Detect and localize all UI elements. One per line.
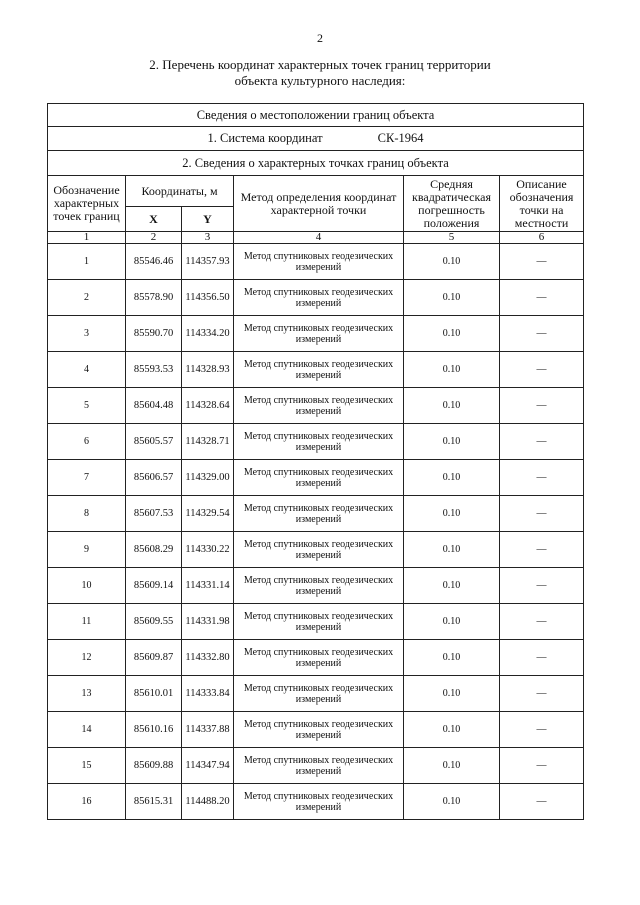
point-method: Метод спутниковых геодезических измерений: [234, 352, 404, 388]
point-number: 10: [48, 568, 126, 604]
page-number: 2: [317, 31, 323, 45]
point-x: 85605.57: [126, 424, 182, 460]
point-error: 0.10: [404, 496, 500, 532]
point-error: 0.10: [404, 712, 500, 748]
point-number: 6: [48, 424, 126, 460]
point-error: 0.10: [404, 676, 500, 712]
coordinates-table: [47, 103, 584, 820]
point-number: 14: [48, 712, 126, 748]
point-error: 0.10: [404, 604, 500, 640]
table-row: [48, 640, 584, 676]
point-description: —: [500, 352, 584, 388]
point-y: 114330.22: [182, 532, 234, 568]
point-description: —: [500, 640, 584, 676]
point-number: 11: [48, 604, 126, 640]
table-row: [48, 388, 584, 424]
point-method: Метод спутниковых геодезических измерений: [234, 748, 404, 784]
col-description-header: Описание обозначения точки на местности: [500, 176, 584, 232]
point-number: 12: [48, 640, 126, 676]
point-y: 114356.50: [182, 280, 234, 316]
point-number: 1: [48, 244, 126, 280]
point-description: —: [500, 424, 584, 460]
point-error: 0.10: [404, 388, 500, 424]
table-row: [48, 748, 584, 784]
point-x: 85578.90: [126, 280, 182, 316]
point-y: 114337.88: [182, 712, 234, 748]
point-method: Метод спутниковых геодезических измерений: [234, 316, 404, 352]
point-method: Метод спутниковых геодезических измерений: [234, 604, 404, 640]
point-y: 114331.98: [182, 604, 234, 640]
table-row: [48, 604, 584, 640]
point-description: —: [500, 712, 584, 748]
point-number: 3: [48, 316, 126, 352]
point-x: 85610.16: [126, 712, 182, 748]
point-y: 114329.54: [182, 496, 234, 532]
col-coords-header: Координаты, м: [126, 176, 234, 207]
point-x: 85606.57: [126, 460, 182, 496]
point-x: 85609.88: [126, 748, 182, 784]
point-method: Метод спутниковых геодезических измерений: [234, 712, 404, 748]
point-x: 85615.31: [126, 784, 182, 820]
col-number: 2: [126, 232, 182, 244]
point-error: 0.10: [404, 244, 500, 280]
point-description: —: [500, 496, 584, 532]
point-error: 0.10: [404, 352, 500, 388]
title-line-1: 2. Перечень координат характерных точек границ территории: [149, 57, 491, 72]
coord-system-value: СК-1964: [377, 131, 424, 145]
point-error: 0.10: [404, 532, 500, 568]
point-y: 114347.94: [182, 748, 234, 784]
point-y: 114328.71: [182, 424, 234, 460]
point-number: 4: [48, 352, 126, 388]
point-method: Метод спутниковых геодезических измерений: [234, 388, 404, 424]
point-method: Метод спутниковых геодезических измерений: [234, 640, 404, 676]
point-x: 85609.55: [126, 604, 182, 640]
table-row: [48, 712, 584, 748]
point-y: 114357.93: [182, 244, 234, 280]
point-x: 85608.29: [126, 532, 182, 568]
point-x: 85609.14: [126, 568, 182, 604]
point-number: 7: [48, 460, 126, 496]
point-description: —: [500, 676, 584, 712]
point-number: 2: [48, 280, 126, 316]
point-description: —: [500, 460, 584, 496]
point-x: 85593.53: [126, 352, 182, 388]
point-method: Метод спутниковых геодезических измерений: [234, 280, 404, 316]
col-number: 5: [404, 232, 500, 244]
point-y: 114332.80: [182, 640, 234, 676]
point-y: 114334.20: [182, 316, 234, 352]
point-number: 16: [48, 784, 126, 820]
point-number: 5: [48, 388, 126, 424]
point-error: 0.10: [404, 568, 500, 604]
point-method: Метод спутниковых геодезических измерений: [234, 244, 404, 280]
col-number: 6: [500, 232, 584, 244]
column-number-row: [48, 232, 584, 244]
col-method-header: Метод определения координат характерной точки: [234, 176, 404, 232]
col-number: 4: [234, 232, 404, 244]
table-row: [48, 280, 584, 316]
point-error: 0.10: [404, 280, 500, 316]
table-row: [48, 496, 584, 532]
point-number: 13: [48, 676, 126, 712]
point-number: 8: [48, 496, 126, 532]
title-line-2: объекта культурного наследия:: [234, 73, 406, 88]
point-method: Метод спутниковых геодезических измерений: [234, 784, 404, 820]
table-row: [48, 316, 584, 352]
point-x: 85590.70: [126, 316, 182, 352]
point-method: Метод спутниковых геодезических измерений: [234, 676, 404, 712]
point-number: 9: [48, 532, 126, 568]
table-row: [48, 244, 584, 280]
point-x: 85610.01: [126, 676, 182, 712]
point-method: Метод спутниковых геодезических измерений: [234, 496, 404, 532]
point-method: Метод спутниковых геодезических измерений: [234, 532, 404, 568]
points-label: 2. Сведения о характерных точках границ объекта: [48, 151, 584, 176]
point-method: Метод спутниковых геодезических измерений: [234, 568, 404, 604]
table-row: [48, 424, 584, 460]
col-number: 3: [182, 232, 234, 244]
point-description: —: [500, 244, 584, 280]
point-method: Метод спутниковых геодезических измерений: [234, 460, 404, 496]
point-y: 114488.20: [182, 784, 234, 820]
col-error-header: Средняя квадратическая погрешность положения: [404, 176, 500, 232]
point-y: 114329.00: [182, 460, 234, 496]
point-description: —: [500, 784, 584, 820]
table-row: [48, 352, 584, 388]
point-description: —: [500, 748, 584, 784]
point-error: 0.10: [404, 316, 500, 352]
table-row: [48, 532, 584, 568]
point-number: 15: [48, 748, 126, 784]
point-error: 0.10: [404, 424, 500, 460]
point-method: Метод спутниковых геодезических измерений: [234, 424, 404, 460]
coord-system-label: 1. Система координат: [207, 131, 323, 145]
point-x: 85607.53: [126, 496, 182, 532]
point-description: —: [500, 280, 584, 316]
point-y: 114331.14: [182, 568, 234, 604]
col-y-header: Y: [182, 207, 234, 232]
col-number: 1: [48, 232, 126, 244]
table-row: [48, 460, 584, 496]
point-description: —: [500, 316, 584, 352]
point-description: —: [500, 532, 584, 568]
point-description: —: [500, 568, 584, 604]
table-row: [48, 676, 584, 712]
point-error: 0.10: [404, 784, 500, 820]
point-x: 85609.87: [126, 640, 182, 676]
coord-system-row: [48, 127, 584, 151]
point-error: 0.10: [404, 748, 500, 784]
point-description: —: [500, 604, 584, 640]
point-y: 114328.64: [182, 388, 234, 424]
col-x-header: X: [126, 207, 182, 232]
point-y: 114333.84: [182, 676, 234, 712]
point-error: 0.10: [404, 460, 500, 496]
point-description: —: [500, 388, 584, 424]
point-y: 114328.93: [182, 352, 234, 388]
table-row: [48, 568, 584, 604]
point-x: 85546.46: [126, 244, 182, 280]
table-row: [48, 784, 584, 820]
document-title: [100, 57, 540, 89]
table-header: Сведения о местоположении границ объекта: [48, 104, 584, 127]
point-error: 0.10: [404, 640, 500, 676]
point-x: 85604.48: [126, 388, 182, 424]
col-designation-header: Обозначение характерных точек границ: [48, 176, 126, 232]
